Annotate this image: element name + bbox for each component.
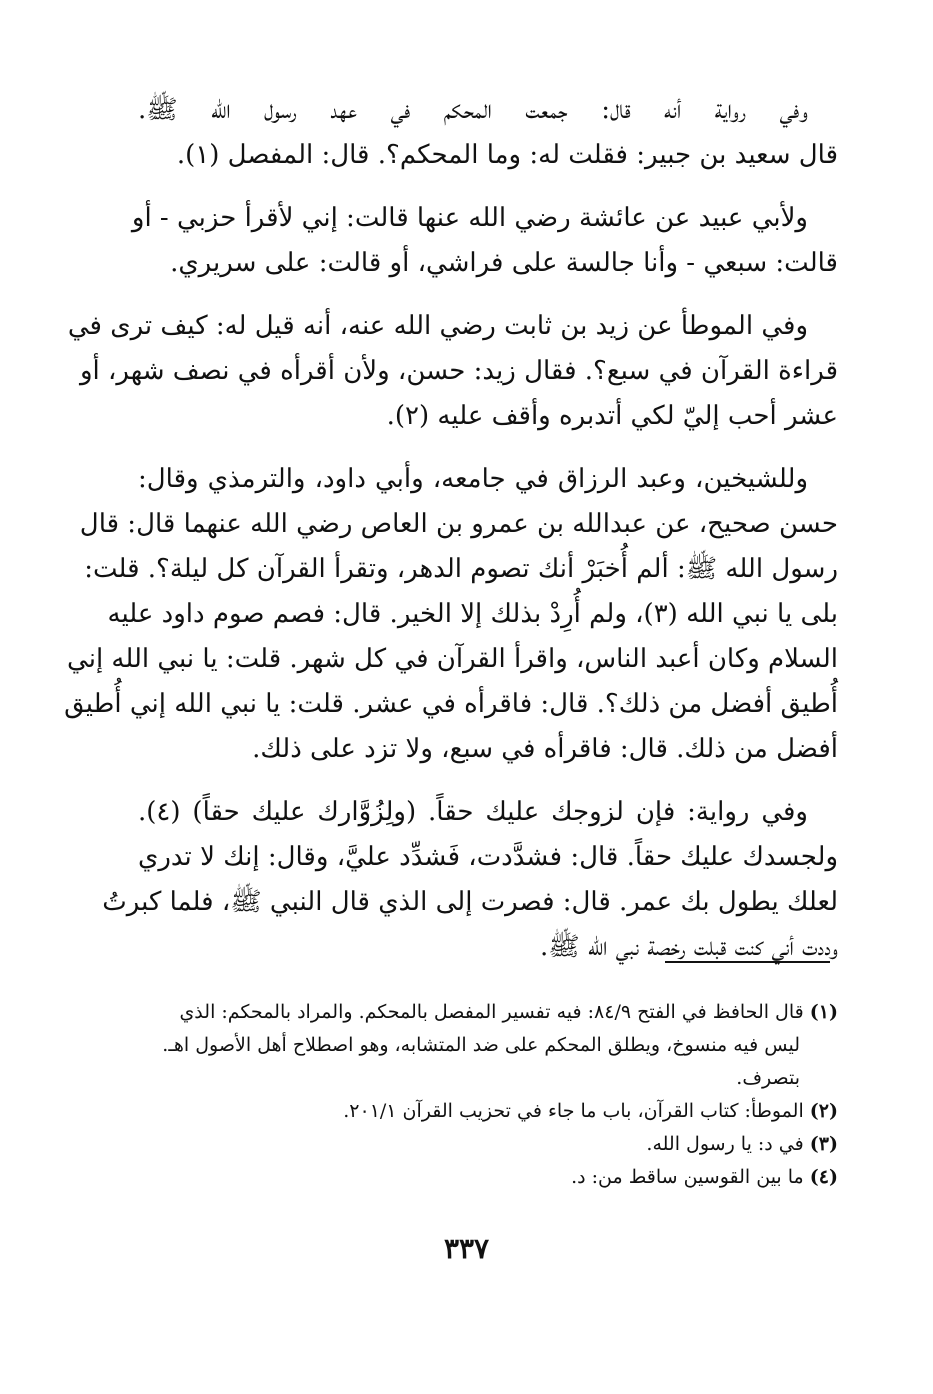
footnote-number: (٣) (809, 1133, 838, 1155)
text-line: وفي رواية أنه قال: جمعت المحكم في عهد رسول الله ﷺ. (138, 95, 808, 125)
text-line: وددت أني كنت قبلت رخصة نبي الله ﷺ. (540, 932, 838, 962)
footnote-4 (138, 1161, 838, 1194)
footnote-number: (٢) (809, 1100, 838, 1122)
page-number: ٣٣٧ (443, 1232, 490, 1265)
paragraph-3 (67, 304, 838, 439)
text-line: عشر أحب إليّ لكي أتدبره وأقف عليه (٢). (386, 401, 838, 431)
footnote-text: ما بين القوسين ساقط من: د. (571, 1166, 804, 1188)
footnotes (138, 996, 838, 1194)
footnote-text: ليس فيه منسوخ، ويطلق المحكم على ضد المتشابه، وهو اصطلاح أهل الأصول اهـ. (162, 1034, 800, 1056)
footnote-text: قال الحافظ في الفتح ٨٤/٩: فيه تفسير المفصل بالمحكم. والمراد بالمحكم: الذي (179, 1001, 804, 1023)
text-line: أفضل من ذلك. قال: فاقرأه في سبع، ولا تزد على ذلك. (252, 734, 838, 764)
footnote-text: الموطأ: كتاب القرآن، باب ما جاء في تحزيب القرآن ٢٠١/١. (343, 1100, 804, 1122)
text-line: حسن صحيح، عن عبدالله بن عمرو بن العاص رضي الله عنهما قال: قال (79, 509, 838, 539)
footnote-text: بتصرف. (736, 1067, 800, 1089)
footnote-separator (665, 961, 830, 963)
text-line: بلى يا نبي الله (٣)، ولم أُرِدْ بذلك إلا الخير. قال: فصم صوم داود عليه (107, 599, 838, 629)
text-line: السلام وكان أعبد الناس، واقرأ القرآن في كل شهر. قلت: يا نبي الله إني (67, 644, 838, 674)
footnote-1 (138, 996, 838, 1095)
text-line: وللشيخين، وعبد الرزاق في جامعه، وأبي داود، والترمذي وقال: (138, 464, 808, 494)
text-line: ولجسدك عليك حقاً. قال: فشدَّدت، فَشدِّد عليَّ، وقال: إنك لا تدري (138, 842, 838, 872)
main-text (64, 88, 838, 988)
text-line: وفي الموطأ عن زيد بن ثابت رضي الله عنه، أنه قيل له: كيف ترى في (67, 311, 808, 341)
text-line: قالت: سبعي - وأنا جالسة على فراشي، أو قالت: على سريري. (170, 248, 838, 278)
text-line: قراءة القرآن في سبع؟. فقال زيد: حسن، ولأن أقرأه في نصف شهر، أو (79, 356, 838, 386)
text-line: وفي رواية: فإن لزوجك عليك حقاً. (ولِزُوَّارك عليك حقاً) (٤). (138, 797, 808, 827)
footnote-3 (138, 1128, 838, 1161)
footnote-number: (١) (809, 1001, 838, 1023)
text-line: لعلك يطول بك عمر. قال: فصرت إلى الذي قال النبي ﷺ، فلما كبرتُ (102, 887, 838, 917)
paragraph-5 (102, 790, 838, 970)
paragraph-1 (138, 88, 838, 178)
text-line: أُطيق أفضل من ذلك؟. قال: فاقرأه في عشر. قلت: يا نبي الله إني أُطيق (64, 689, 838, 719)
footnote-number: (٤) (809, 1166, 838, 1188)
paragraph-2 (131, 196, 838, 286)
text-line: قال سعيد بن جبير: فقلت له: وما المحكم؟. قال: المفصل (١). (176, 140, 838, 170)
footnote-text: في د: يا رسول الله. (646, 1133, 804, 1155)
footnote-2 (138, 1095, 838, 1128)
text-line: رسول الله ﷺ: ألم أُخبَرْ أنك تصوم الدهر، وتقرأ القرآن كل ليلة؟. قلت: (84, 554, 838, 584)
text-line: ولأبي عبيد عن عائشة رضي الله عنها قالت: إني لأقرأ حزبي - أو (131, 203, 808, 233)
paragraph-4 (64, 457, 838, 772)
